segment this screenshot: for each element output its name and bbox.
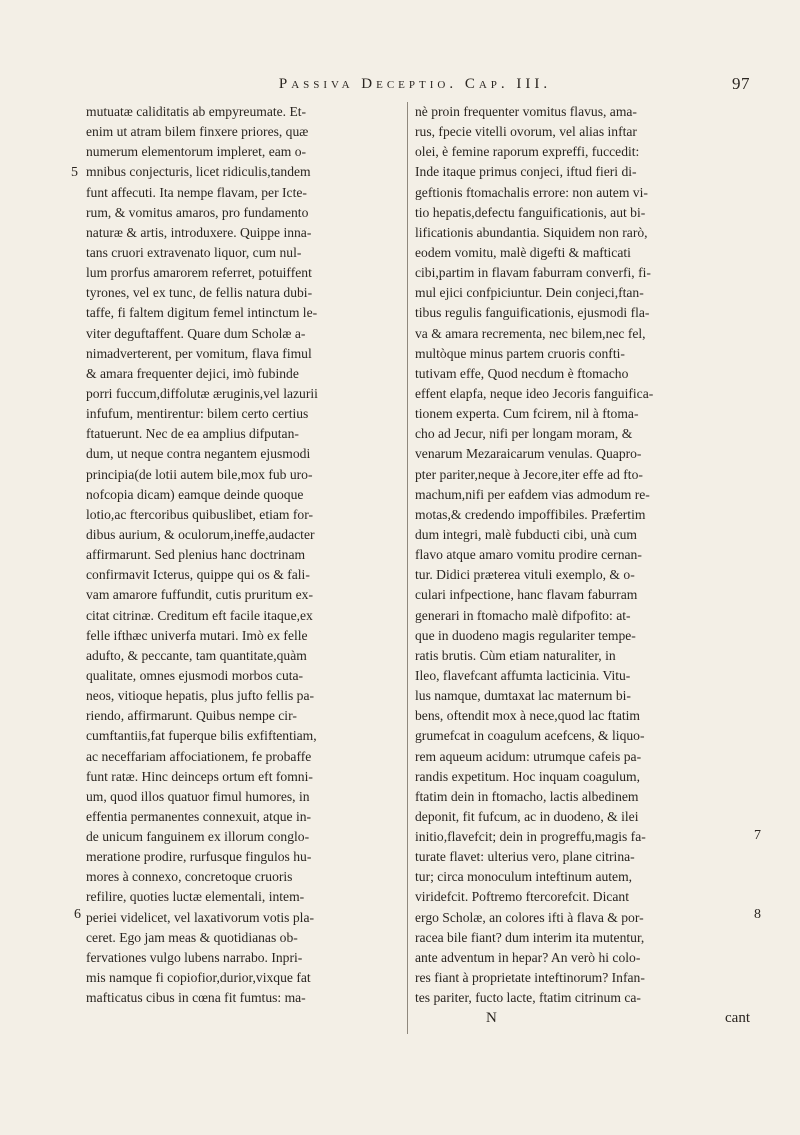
text-line: lotio,ac ftercoribus quibuslibet, etiam for- <box>86 506 313 522</box>
text-line: mis namque fi copiofior,durior,vixque fat <box>86 970 311 986</box>
text-line: fervationes vulgo lubens narrabo. Inpri- <box>86 949 303 965</box>
left-text-column <box>86 102 404 1008</box>
text-line: dum integri, malè fubducti cibi, unà cum <box>415 526 637 542</box>
text-line: citat citrinæ. Creditum eft facile itaque,ex <box>86 607 313 623</box>
text-line: randis expetitum. Hoc inquam coagulum, <box>415 768 641 784</box>
text-line: cibi,partim in flavam faburram converfi, fi- <box>415 265 651 281</box>
text-line: um, quod illos quatuor fimul humores, in <box>86 788 310 804</box>
text-line: turate flavet: ulterius vero, plane citrina- <box>415 849 635 865</box>
text-line: ftatuerunt. Nec de ea amplius difputan- <box>86 426 299 442</box>
text-line: viter deguftaffent. Quare dum Scholæ a- <box>86 325 306 341</box>
page-footer <box>80 1010 750 1034</box>
text-line: rem aqueum acidum: utrumque cafeis pa- <box>415 748 642 764</box>
page-header <box>80 74 750 100</box>
text-line: qualitate, omnes ejusmodi morbos cuta- <box>86 667 304 683</box>
text-line: deponit, fit fufcum, ac in duodeno, & ilei <box>415 808 639 824</box>
text-line: adufto, & peccante, tam quantitate,quàm <box>86 647 307 663</box>
text-line: naturæ & artis, introduxere. Quippe inna- <box>86 224 312 240</box>
margin-note-number: 6 <box>74 907 81 922</box>
text-line: cho ad Jecur, nifi per longam moram, & <box>415 426 633 442</box>
text-line: viridefcit. Poftremo ftercorefcit. Dicant <box>415 889 630 905</box>
text-line: lum prorfus amarorem referret, potuiffent <box>86 265 312 281</box>
text-line: lificationis abundantia. Siquidem non rarò, <box>415 224 648 240</box>
right-text-column <box>415 102 745 1008</box>
text-line: dum, ut neque contra negantem ejusmodi <box>86 446 311 462</box>
text-line: nimadverterent, per vomitum, flava fimul <box>86 345 312 361</box>
text-line: tyrones, vel ex tunc, de fellis natura dubi- <box>86 285 313 301</box>
text-line: tes pariter, fucto lacte, ftatim citrinum ca- <box>415 990 641 1006</box>
text-line: eodem vomitu, malè digefti & mafticati <box>415 244 631 260</box>
text-line: ceret. Ego jam meas & quotidianas ob- <box>86 929 298 945</box>
text-line: bens, oftendit mox à nece,quod lac ftatim <box>415 708 640 724</box>
text-line: generari in ftomacho malè difpofito: at- <box>415 607 631 623</box>
text-line: olei, è femine raporum expreffi, fuccedit: <box>415 144 640 160</box>
text-line: rum, & vomitus amaros, pro fundamento <box>86 204 309 220</box>
text-line: tutivam effe, Quod necdum è ftomacho <box>415 365 629 381</box>
text-line: vam amarore fuffundit, cutis pruritum ex- <box>86 587 313 603</box>
text-line: Inde itaque primus conjeci, iftud fieri di- <box>415 164 637 180</box>
text-line: cumftantiis,fat fuperque bilis exfiftentiam, <box>86 728 317 744</box>
text-line: neos, vitioque hepatis, plus jufto fellis pa- <box>86 688 315 704</box>
text-line: que in duodeno magis regulariter tempe- <box>415 627 636 643</box>
text-line: effent elapfa, neque ideo Jecoris fanguifica- <box>415 385 654 401</box>
text-line: mafticatus cibus in cœna fit fumtus: ma- <box>86 990 306 1006</box>
text-line: motas,& credendo impoffibiles. Præfertim <box>415 506 646 522</box>
signature-mark: N <box>486 1010 497 1026</box>
text-line: machum,nifi per eafdem vias admodum re- <box>415 486 650 502</box>
text-line: multòque minus partem cruoris confti- <box>415 345 625 361</box>
text-line: ante adventum in hepar? An verò hi colo- <box>415 949 641 965</box>
margin-note-number: 7 <box>754 828 761 843</box>
text-line: flavo atque amaro vomitu prodire cernan- <box>415 547 642 563</box>
text-line: principia(de lotii autem bile,mox fub uro- <box>86 466 313 482</box>
text-line: culari infpectione, hanc flavam faburram <box>415 587 638 603</box>
text-line: funt affecuti. Ita nempe flavam, per Icte- <box>86 184 307 200</box>
text-line: ratis brutis. Cùm etiam naturaliter, in <box>415 647 616 663</box>
text-line: tans cruori extravenato liquor, cum nul- <box>86 244 302 260</box>
margin-note-number: 5 <box>71 165 78 180</box>
text-line: refilire, quoties luctæ elementali, intem- <box>86 889 305 905</box>
text-line: rus, fpecie vitelli ovorum, vel alias inftar <box>415 124 637 140</box>
running-head: Passiva Deceptio. Cap. III. <box>278 76 552 92</box>
text-line: ac neceffariam affociationem, fe probaffe <box>86 748 312 764</box>
text-line: mnibus conjecturis, licet ridiculis,tandem <box>86 164 311 180</box>
margin-note-number: 8 <box>754 907 761 922</box>
text-line: mores à connexo, concretoque cruoris <box>86 869 293 885</box>
text-line: enim ut atram bilem finxere priores, quæ <box>86 124 309 140</box>
column-divider <box>407 102 408 1034</box>
text-line: affirmarunt. Sed plenius hanc doctrinam <box>86 547 306 563</box>
text-line: ergo Scholæ, an colores ifti à flava & por- <box>415 909 644 925</box>
text-line: racea bile fiant? dum interim ita mutentur, <box>415 929 645 945</box>
text-line: infufum, mentirentur: bilem certo certius <box>86 406 309 422</box>
text-line: funt ratæ. Hinc deinceps ortum eft fomni- <box>86 768 313 784</box>
text-line: de unicum fanguinem ex illorum conglo- <box>86 829 310 845</box>
text-line: mutuatæ caliditatis ab empyreumate. Et- <box>86 104 307 119</box>
text-line: nè proin frequenter vomitus flavus, ama- <box>415 104 637 119</box>
text-line: tur; circa monoculum inteftinum autem, <box>415 869 633 885</box>
text-line: periei videlicet, vel laxativorum votis pla- <box>86 909 315 925</box>
text-line: va & amara recrementa, nec bilem,nec fel, <box>415 325 646 341</box>
text-line: riendo, affirmarunt. Quibus nempe cir- <box>86 708 297 724</box>
text-line: & amara frequenter dejici, imò fubinde <box>86 365 299 381</box>
text-line: venarum Mezaraicarum venulas. Quapro- <box>415 446 642 462</box>
catchword: cant <box>725 1010 750 1026</box>
text-line: meratione prodire, rurfusque fingulos hu- <box>86 849 312 865</box>
text-line: tio hepatis,defectu fanguificationis, aut bi- <box>415 204 646 220</box>
text-line: initio,flavefcit; dein in progreffu,magis fa- <box>415 829 646 845</box>
text-line: pter pariter,neque à Jecore,iter effe ad fto- <box>415 466 643 482</box>
text-line: res fiant à proprietate inteftinorum? Infan- <box>415 970 645 986</box>
text-line: dibus aurium, & oculorum,ineffe,audacter <box>86 526 315 542</box>
text-line: grumefcat in coagulum acefcens, & liquo- <box>415 728 645 744</box>
text-line: tibus regulis fanguificationis, ejusmodi fla- <box>415 305 650 321</box>
text-line: taffe, fi faltem digitum femel intinctum le- <box>86 305 318 321</box>
text-line: lus namque, dumtaxat lac maternum bi- <box>415 688 631 704</box>
text-line: tionem experta. Cum fcirem, nil à ftoma- <box>415 406 639 422</box>
text-line: Ileo, flavefcant affumta lacticinia. Vitu- <box>415 667 631 683</box>
text-line: confirmavit Icterus, quippe qui os & fali- <box>86 567 310 583</box>
text-line: nofcopia dicam) eamque deinde quoque <box>86 486 304 502</box>
text-line: porri fuccum,diffolutæ æruginis,vel lazurii <box>86 385 318 401</box>
text-line: felle ifthæc univerfa mutari. Imò ex felle <box>86 627 308 643</box>
text-line: numerum elementorum impleret, eam o- <box>86 144 307 160</box>
text-line: geftionis ftomachalis errore: non autem vi- <box>415 184 648 200</box>
text-line: ftatim dein in ftomacho, lactis albedinem <box>415 788 639 804</box>
page-number: 97 <box>732 74 750 93</box>
text-line: mul ejici confpiciuntur. Dein conjeci,ftan- <box>415 285 644 301</box>
text-line: tur. Didici præterea vituli exemplo, & o- <box>415 567 635 583</box>
text-line: effentia permanentes connexuit, atque in- <box>86 808 312 824</box>
